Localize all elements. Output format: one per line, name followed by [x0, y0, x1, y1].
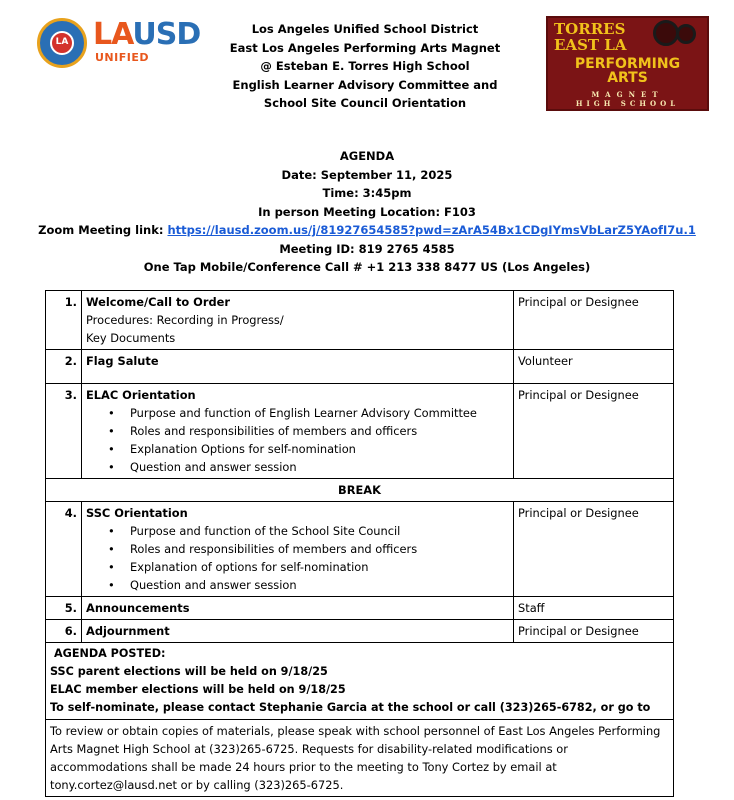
- list-item: • Question and answer session: [108, 576, 509, 594]
- item-owner: Principal or Designee: [514, 384, 674, 479]
- item-owner: Volunteer: [514, 350, 674, 384]
- item-content: [82, 384, 514, 479]
- item-title: Announcements: [86, 601, 190, 615]
- bullet-list: [86, 404, 509, 476]
- item-number: 5.: [46, 597, 82, 620]
- header-line: School Site Council Orientation: [263, 96, 467, 110]
- table-row: [46, 479, 674, 502]
- posted-heading: AGENDA POSTED:: [54, 647, 166, 660]
- lausd-wordmark: [93, 17, 201, 52]
- item-title: Welcome/Call to Order: [86, 295, 230, 309]
- table-row: [46, 502, 674, 597]
- posted-line: To self-nominate, please contact Stephanie Garcia at the school or call (323)265-6782, or go to: [50, 701, 651, 714]
- list-item: • Roles and responsibilities of members and officers: [108, 422, 509, 440]
- header-line: East Los Angeles Performing Arts Magnet: [229, 40, 501, 55]
- posted-line: ELAC member elections will be held on 9/18/25: [50, 683, 346, 696]
- torres-logo-line: MAGNET: [591, 90, 664, 99]
- accessibility-notice: To review or obtain copies of materials, please speak with school personnel of East Los Angeles Performing Arts Magnet High School at (323)265-6725. Requests for disability-related modifications or accommodations shall be made 24 hours prior to the meeting to Tony Cortez by email at tony.cortez@lausd.net or by calling (323)265-6725.: [46, 720, 674, 797]
- list-item: • Purpose and function of English Learner Advisory Committee: [108, 404, 509, 422]
- header-line: Los Angeles Unified School District: [251, 22, 479, 36]
- table-row: [46, 720, 674, 797]
- header-line: English Learner Advisory Committee and: [232, 77, 498, 92]
- lausd-logo: [37, 18, 209, 70]
- torres-logo-line: TORRES: [554, 20, 626, 38]
- item-owner: Principal or Designee: [514, 291, 674, 350]
- item-title: ELAC Orientation: [86, 388, 196, 402]
- item-number: 6.: [46, 620, 82, 643]
- zoom-line: [0, 221, 734, 240]
- list-item: • Explanation of options for self-nomination: [108, 558, 509, 576]
- posted-line: SSC parent elections will be held on 9/18/25: [50, 665, 328, 678]
- item-content: [82, 291, 514, 350]
- header-line: @ Esteban E. Torres High School: [260, 59, 470, 73]
- table-row: [46, 643, 674, 720]
- agenda-posted-section: [46, 643, 674, 720]
- item-title: Adjournment: [86, 624, 170, 638]
- table-row: [46, 620, 674, 643]
- table-row: [46, 350, 674, 384]
- item-number: 1.: [46, 291, 82, 350]
- meeting-time: Time: 3:45pm: [322, 186, 412, 200]
- item-owner: Staff: [514, 597, 674, 620]
- table-row: [46, 384, 674, 479]
- item-content: [82, 502, 514, 597]
- zoom-link[interactable]: https://lausd.zoom.us/j/81927654585?pwd=zArA54Bx1CDgIYmsVbLarZ5YAofI7u.1: [167, 223, 696, 237]
- lausd-wordmark-usd: USD: [132, 17, 201, 52]
- zoom-label: Zoom Meeting link:: [38, 223, 168, 237]
- item-detail: Procedures: Recording in Progress/: [86, 313, 284, 327]
- torres-logo-line: PERFORMING: [574, 56, 681, 72]
- list-item: • Explanation Options for self-nomination: [108, 440, 509, 458]
- torres-logo-line: EAST LA: [554, 36, 627, 54]
- document-header: [0, 0, 734, 120]
- agenda-table: [45, 290, 674, 797]
- seal-letters: LA: [55, 37, 69, 47]
- table-row: [46, 291, 674, 350]
- meeting-date: Date: September 11, 2025: [281, 167, 453, 182]
- item-owner: Principal or Designee: [514, 502, 674, 597]
- header-title: [220, 20, 510, 113]
- list-item: • Purpose and function of the School Site Council: [108, 522, 509, 540]
- item-number: 2.: [46, 350, 82, 384]
- break-row: BREAK: [46, 479, 674, 502]
- list-item: • Question and answer session: [108, 458, 509, 476]
- bullet-list: [86, 522, 509, 594]
- table-row: [46, 597, 674, 620]
- lausd-seal-icon: [37, 18, 87, 68]
- film-reel-icon: [676, 24, 696, 44]
- lausd-wordmark-la: LA: [93, 17, 133, 52]
- torres-performing-arts-logo: [546, 16, 709, 111]
- lausd-unified-label: UNIFIED: [95, 51, 149, 64]
- item-number: 4.: [46, 502, 82, 597]
- torres-logo-line: ARTS: [607, 70, 648, 86]
- item-content: [82, 350, 514, 384]
- item-owner: Principal or Designee: [514, 620, 674, 643]
- item-title: Flag Salute: [86, 354, 159, 368]
- meeting-id: Meeting ID: 819 2765 4585: [279, 241, 455, 256]
- meeting-location: In person Meeting Location: F103: [258, 204, 476, 219]
- item-title: SSC Orientation: [86, 506, 188, 520]
- item-number: 3.: [46, 384, 82, 479]
- agenda-info: [0, 147, 734, 277]
- item-content: [82, 620, 514, 643]
- item-content: [82, 597, 514, 620]
- torres-logo-line: HIGH SCHOOL: [575, 99, 680, 108]
- item-detail: Key Documents: [86, 331, 176, 345]
- conference-phone: One Tap Mobile/Conference Call # +1 213 338 8477 US (Los Angeles): [143, 260, 591, 274]
- list-item: • Roles and responsibilities of members and officers: [108, 540, 509, 558]
- agenda-title: AGENDA: [339, 149, 395, 163]
